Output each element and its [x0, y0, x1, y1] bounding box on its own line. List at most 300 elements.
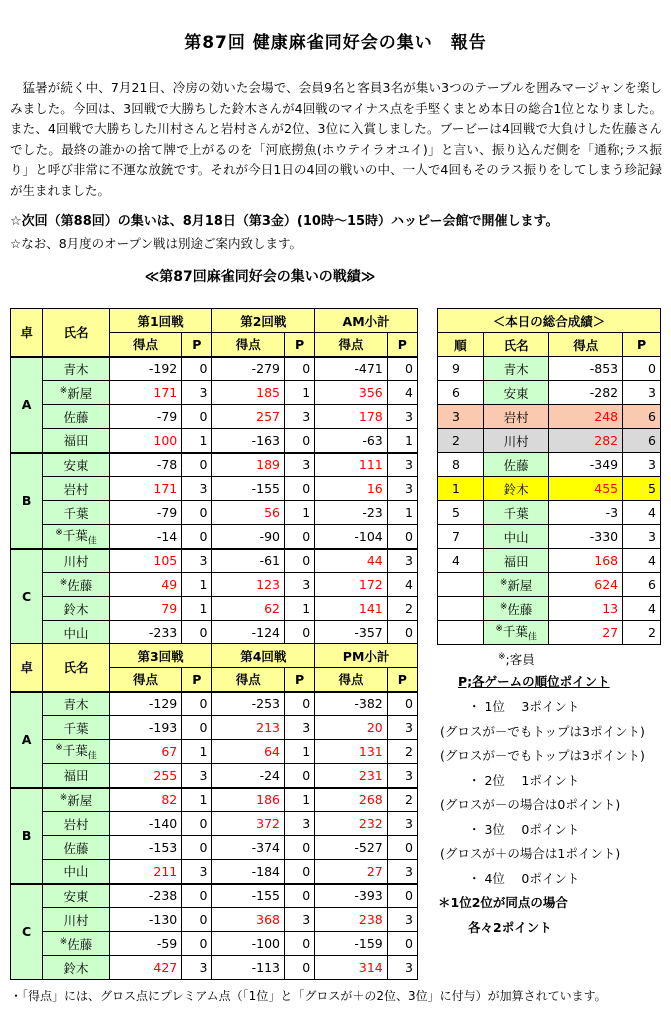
score-cell: 211 [109, 860, 182, 884]
table-row [11, 405, 418, 429]
player-name: 千葉 [63, 505, 89, 521]
rank-cell: 4 [438, 549, 484, 573]
points-cell: 3 [623, 525, 661, 549]
header-game-3: AM小計 [315, 309, 418, 333]
points-cell: 3 [387, 549, 417, 573]
points-cell: 1 [182, 429, 212, 453]
points-cell: 3 [387, 405, 417, 429]
table-row [11, 716, 418, 740]
points-cell: 0 [182, 405, 212, 429]
player-name-cell [43, 549, 109, 573]
table-letter: B [11, 453, 43, 549]
player-name-cell [483, 357, 549, 381]
points-rule: (グロスが－でもトップは3ポイント) [440, 748, 645, 763]
player-name-cell [483, 549, 549, 573]
table-letter: A [11, 692, 43, 788]
player-name: 佐藤 [503, 457, 529, 473]
player-name: 岩村 [503, 409, 529, 425]
score-cell: -155 [212, 884, 285, 908]
points-cell: 0 [182, 884, 212, 908]
header-score: 得点 [315, 668, 388, 692]
points-cell: 2 [387, 740, 417, 764]
header-score: 得点 [212, 668, 285, 692]
guest-mark: ※ [59, 385, 68, 396]
points-cell: 0 [387, 525, 417, 549]
score-cell: 257 [212, 405, 285, 429]
score-cell: 372 [212, 812, 285, 836]
player-name-cell [43, 453, 109, 477]
score-cell: -79 [109, 405, 182, 429]
score-cell: -527 [315, 836, 388, 860]
player-name-cell [43, 621, 109, 645]
guest-legend [498, 650, 535, 668]
points-cell: 3 [285, 716, 315, 740]
points-cell: 0 [387, 884, 417, 908]
table-row [11, 429, 418, 453]
points-cell: 0 [182, 932, 212, 956]
points-cell: 0 [182, 621, 212, 645]
rank-cell: 6 [438, 381, 484, 405]
score-cell: 624 [549, 573, 623, 597]
header-score: 得点 [212, 333, 285, 357]
player-name: 中山 [503, 529, 529, 545]
next-meeting-notice: ☆次回（第88回）の集いは、8月18日（第3金）(10時～15時）ハッピー会館で開催します。 [10, 214, 559, 229]
player-name: 川村 [63, 553, 89, 569]
player-name-cell [483, 381, 549, 405]
points-cell: 1 [182, 788, 212, 812]
points-cell: 3 [182, 477, 212, 501]
score-cell: 189 [212, 453, 285, 477]
guest-mark: ※ [55, 743, 63, 754]
guest-label: ;客員 [505, 652, 535, 667]
player-name-cell [43, 764, 109, 788]
table-row [11, 381, 418, 405]
player-name: 青木 [503, 361, 529, 377]
points-cell: 0 [285, 932, 315, 956]
player-name: 千葉 [502, 624, 528, 640]
header-points: P [285, 668, 315, 692]
header-game-1: 第1回戦 [109, 309, 212, 333]
player-name: 福田 [63, 768, 89, 784]
points-cell: 0 [182, 908, 212, 932]
score-cell: 248 [549, 405, 623, 429]
table-row [11, 932, 418, 956]
guest-mark: ※ [59, 792, 68, 803]
points-cell: 0 [387, 357, 417, 381]
score-cell: 213 [212, 716, 285, 740]
score-cell: 131 [315, 740, 388, 764]
rank-cell: 8 [438, 453, 484, 477]
guest-mark: ※ [498, 651, 506, 662]
header-rank: 順 [438, 333, 484, 357]
points-cell: 3 [387, 477, 417, 501]
points-cell: 0 [182, 501, 212, 525]
score-cell: -63 [315, 429, 388, 453]
table-row [11, 525, 418, 549]
points-cell: 3 [182, 860, 212, 884]
guest-mark: ※ [495, 624, 503, 635]
score-cell: -357 [315, 621, 388, 645]
pm-results-table [10, 643, 418, 980]
header-name: 氏名 [43, 309, 109, 357]
points-cell: 3 [182, 764, 212, 788]
points-cell: 2 [387, 788, 417, 812]
table-row [11, 908, 418, 932]
header-game-1: 第3回戦 [109, 644, 212, 668]
player-name-cell [483, 477, 549, 501]
score-cell: -853 [549, 357, 623, 381]
points-cell: 0 [285, 692, 315, 716]
table-row [11, 764, 418, 788]
player-name: 千葉 [62, 743, 88, 759]
player-name-cell [43, 501, 109, 525]
points-cell: 0 [285, 860, 315, 884]
points-heading: P;各ゲームの順位ポイント [458, 674, 610, 689]
score-cell: -61 [212, 549, 285, 573]
score-cell: 255 [109, 764, 182, 788]
points-cell: 3 [387, 453, 417, 477]
score-cell: -155 [212, 477, 285, 501]
player-name-cell [43, 812, 109, 836]
points-cell: 0 [285, 525, 315, 549]
points-cell: 0 [285, 836, 315, 860]
guest-mark: ※ [499, 601, 508, 612]
open-match-notice: ☆なお、8月度のオープン戦は別途ご案内致します。 [10, 236, 303, 251]
player-name: 鈴木 [63, 601, 89, 617]
player-name-cell [483, 525, 549, 549]
points-cell: 0 [285, 621, 315, 645]
player-name-cell [43, 884, 109, 908]
score-cell: 56 [212, 501, 285, 525]
header-name: 氏名 [43, 644, 109, 692]
player-name-cell [43, 477, 109, 501]
table-row [11, 836, 418, 860]
score-cell: 16 [315, 477, 388, 501]
score-cell: -153 [109, 836, 182, 860]
rank-cell [438, 597, 484, 621]
player-name-cell [483, 621, 549, 645]
score-cell: -349 [549, 453, 623, 477]
score-cell: 100 [109, 429, 182, 453]
player-name: 中山 [63, 864, 89, 880]
score-cell: -193 [109, 716, 182, 740]
page-title: 第87回 健康麻雀同好会の集い 報告 [184, 33, 487, 53]
score-cell: -471 [315, 357, 388, 381]
score-cell: -279 [212, 357, 285, 381]
player-name: 新屋 [67, 792, 93, 808]
score-cell: -330 [549, 525, 623, 549]
score-cell: -159 [315, 932, 388, 956]
table-row [11, 860, 418, 884]
table-row [438, 453, 661, 477]
points-rule: ・ 4位 0ポイント [468, 870, 580, 886]
player-name-cell [43, 357, 109, 381]
header-points: P [182, 333, 212, 357]
points-rule: (グロスが－でもトップは3ポイント) [440, 723, 645, 739]
player-name: 安東 [503, 385, 529, 401]
table-row [11, 621, 418, 645]
score-cell: 27 [315, 860, 388, 884]
score-cell: 171 [109, 381, 182, 405]
score-cell: -238 [109, 884, 182, 908]
table-row [438, 477, 661, 501]
points-cell: 3 [182, 381, 212, 405]
player-name: 新屋 [507, 577, 533, 593]
score-cell: -79 [109, 501, 182, 525]
player-name: 青木 [63, 361, 89, 377]
score-cell: 20 [315, 716, 388, 740]
points-cell: 3 [285, 908, 315, 932]
table-row [438, 405, 661, 429]
points-rule: ＊1位2位が同点の場合 [438, 895, 568, 910]
table-letter: C [11, 549, 43, 645]
points-rule: (グロスが－の場合は0ポイント) [440, 797, 621, 812]
points-cell: 3 [623, 381, 661, 405]
rank-cell: 7 [438, 525, 484, 549]
points-cell: 3 [387, 764, 417, 788]
score-cell: 64 [212, 740, 285, 764]
points-rule: ・ 3位 0ポイント [468, 821, 580, 837]
points-cell: 0 [285, 956, 315, 980]
table-row [438, 381, 661, 405]
table-row [438, 357, 661, 381]
points-cell: 1 [285, 597, 315, 621]
intro-paragraph: 猛暑が続く中、7月21日、冷房の効いた会場で、会員9名と客員3名が集い3つのテーブルを囲みマージャンを楽しみました。今回は、3回戦で大勝ちした鈴木さんが4回戦のマイナス点を手堅くまとめ本日の総合1位となりました。また、4回戦で大勝ちした川村さんと岩村さんが2位、3位に入賞しました。ブービーは4回戦で大負けした佐藤さんでした。最終の誰かの捨て牌で上がるのを「河底撈魚(ホウテイラオユイ)」と言い、振り込んだ側を「通称;ラス振り」と呼び非常に不運な放銃です。それが今日1日の4回の戦いの中、一人で4回もそのラス振りをしてしまう珍記録が生まれました。 [10, 80, 662, 198]
header-score: 得点 [549, 333, 623, 357]
player-name: 福田 [63, 433, 89, 449]
points-cell: 6 [623, 429, 661, 453]
score-cell: 123 [212, 573, 285, 597]
player-name: 鈴木 [63, 960, 89, 976]
score-cell: -24 [212, 764, 285, 788]
points-cell: 3 [387, 908, 417, 932]
points-rule: 各々2ポイント [468, 919, 552, 935]
points-cell: 0 [182, 812, 212, 836]
table-letter: B [11, 788, 43, 884]
score-cell: -129 [109, 692, 182, 716]
points-cell: 0 [387, 932, 417, 956]
rank-cell [438, 573, 484, 597]
player-name: 佐藤 [507, 601, 533, 617]
score-cell: -130 [109, 908, 182, 932]
points-cell: 0 [182, 525, 212, 549]
score-cell: -282 [549, 381, 623, 405]
points-cell: 1 [285, 740, 315, 764]
score-cell: -78 [109, 453, 182, 477]
score-cell: 27 [549, 621, 623, 645]
points-cell: 0 [285, 764, 315, 788]
header-table: 卓 [11, 644, 43, 692]
header-game-2: 第2回戦 [212, 309, 315, 333]
points-rule: ・ 2位 1ポイント [468, 772, 580, 788]
score-cell: -14 [109, 525, 182, 549]
points-cell: 1 [285, 788, 315, 812]
points-cell: 3 [182, 956, 212, 980]
player-name-cell [43, 932, 109, 956]
player-name-cell [43, 908, 109, 932]
table-row [438, 621, 661, 645]
points-cell: 0 [182, 357, 212, 381]
points-cell: 0 [285, 357, 315, 381]
player-name-cell [483, 501, 549, 525]
player-name-cell [43, 716, 109, 740]
rank-cell: 1 [438, 477, 484, 501]
player-name: 新屋 [67, 385, 93, 401]
overall-results-table [437, 308, 661, 645]
player-name: 佐藤 [67, 577, 93, 593]
rank-cell: 2 [438, 429, 484, 453]
player-name: 川村 [63, 912, 89, 928]
table-row [438, 573, 661, 597]
rank-cell: 3 [438, 405, 484, 429]
points-cell: 5 [623, 477, 661, 501]
score-cell: 185 [212, 381, 285, 405]
points-cell: 0 [387, 621, 417, 645]
points-cell: 4 [623, 501, 661, 525]
points-cell: 4 [623, 597, 661, 621]
player-name-cell [483, 429, 549, 453]
points-cell: 1 [387, 501, 417, 525]
score-cell: 44 [315, 549, 388, 573]
points-cell: 4 [387, 573, 417, 597]
score-cell: 105 [109, 549, 182, 573]
score-cell: 268 [315, 788, 388, 812]
score-cell: 82 [109, 788, 182, 812]
player-name-cell [43, 836, 109, 860]
points-cell: 0 [182, 836, 212, 860]
player-name-cell [483, 405, 549, 429]
player-name-cell [483, 573, 549, 597]
header-points: P [387, 668, 417, 692]
score-cell: 368 [212, 908, 285, 932]
table-row [11, 357, 418, 381]
points-cell: 3 [285, 573, 315, 597]
table-row [11, 573, 418, 597]
score-cell: -23 [315, 501, 388, 525]
points-cell: 3 [387, 956, 417, 980]
score-cell: -163 [212, 429, 285, 453]
header-points: P [623, 333, 661, 357]
points-cell: 3 [285, 812, 315, 836]
player-name-cell [43, 860, 109, 884]
player-name-cell [43, 788, 109, 812]
score-cell: -113 [212, 956, 285, 980]
player-name-cell [483, 453, 549, 477]
score-cell: 141 [315, 597, 388, 621]
points-cell: 3 [387, 812, 417, 836]
score-cell: -382 [315, 692, 388, 716]
points-cell: 0 [387, 692, 417, 716]
rank-cell: 5 [438, 501, 484, 525]
score-cell: 231 [315, 764, 388, 788]
points-cell: 0 [285, 884, 315, 908]
player-name: 中山 [63, 625, 89, 641]
table-letter: C [11, 884, 43, 980]
table-row [11, 477, 418, 501]
player-name: 千葉 [63, 720, 89, 736]
score-cell: 168 [549, 549, 623, 573]
header-points: P [182, 668, 212, 692]
header-points: P [387, 333, 417, 357]
table-row [11, 549, 418, 573]
rank-cell [438, 621, 484, 645]
guest-mark: ※ [59, 577, 68, 588]
score-cell: -59 [109, 932, 182, 956]
player-name-cell [43, 525, 109, 549]
points-cell: 6 [623, 573, 661, 597]
results-title: ≪第87回麻雀同好会の集いの戦績≫ [144, 269, 376, 285]
score-cell: 171 [109, 477, 182, 501]
score-cell: 455 [549, 477, 623, 501]
points-cell: 1 [285, 381, 315, 405]
points-cell: 2 [623, 621, 661, 645]
guest-mark: ※ [59, 936, 68, 947]
player-name-suffix: 佳 [87, 536, 97, 547]
player-name: 安東 [63, 457, 89, 473]
score-cell: 13 [549, 597, 623, 621]
score-cell: -100 [212, 932, 285, 956]
header-game-2: 第4回戦 [212, 644, 315, 668]
table-row [11, 812, 418, 836]
table-row [11, 453, 418, 477]
player-name: 鈴木 [503, 481, 529, 497]
score-cell: -184 [212, 860, 285, 884]
points-cell: 2 [387, 597, 417, 621]
table-row [11, 692, 418, 716]
score-cell: -124 [212, 621, 285, 645]
score-cell: -393 [315, 884, 388, 908]
points-cell: 4 [623, 549, 661, 573]
player-name: 千葉 [503, 505, 529, 521]
table-row [11, 788, 418, 812]
score-cell: 356 [315, 381, 388, 405]
score-cell: 427 [109, 956, 182, 980]
header-score: 得点 [109, 333, 182, 357]
player-name-cell [43, 381, 109, 405]
score-cell: -253 [212, 692, 285, 716]
points-cell: 3 [387, 716, 417, 740]
header-table: 卓 [11, 309, 43, 357]
score-cell: 111 [315, 453, 388, 477]
header-name: 氏名 [483, 333, 549, 357]
table-row [438, 549, 661, 573]
points-cell: 3 [387, 860, 417, 884]
player-name-suffix: 佳 [87, 751, 97, 762]
player-name-cell [43, 956, 109, 980]
score-cell: -3 [549, 501, 623, 525]
player-name: 福田 [503, 553, 529, 569]
points-cell: 3 [182, 549, 212, 573]
player-name: 千葉 [62, 528, 88, 543]
points-cell: 0 [182, 716, 212, 740]
rank-cell: 9 [438, 357, 484, 381]
score-cell: 79 [109, 597, 182, 621]
points-cell: 1 [182, 740, 212, 764]
table-row [438, 597, 661, 621]
table-row [438, 501, 661, 525]
table-row [11, 501, 418, 525]
score-cell: 172 [315, 573, 388, 597]
overall-title: ＜本日の総合成績＞ [438, 309, 661, 333]
player-name-cell [43, 573, 109, 597]
points-cell: 1 [387, 429, 417, 453]
points-cell: 0 [182, 453, 212, 477]
points-cell: 1 [182, 573, 212, 597]
player-name-cell [43, 692, 109, 716]
player-name: 佐藤 [63, 840, 89, 856]
score-cell: 238 [315, 908, 388, 932]
score-cell: 232 [315, 812, 388, 836]
